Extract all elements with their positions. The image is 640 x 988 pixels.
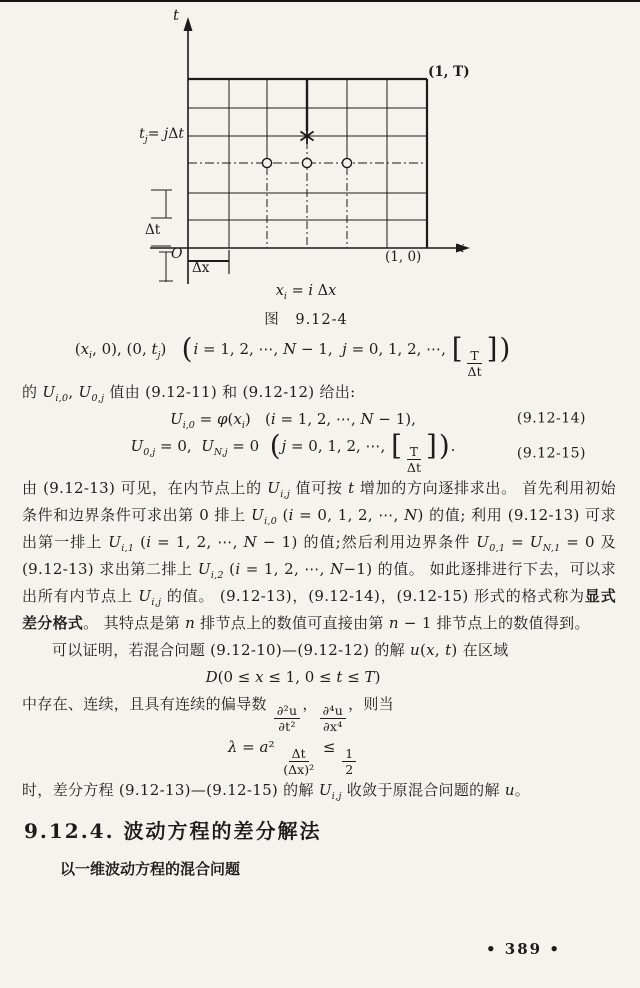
origin-label: O: [171, 246, 183, 262]
paragraph-derivatives: 中存在、连续，且具有连续的偏导数 $\frac{\text{∂²u}}{\text{∂t²}}$ ， $\frac{\text{∂⁴u}}{\text{∂x⁴}}$ ，则当: [22, 695, 394, 735]
equation-9-12-14-body: $U_{i,0} = \varphi(x_i) (i = 1$, 2, ⋯, N − 1),: [170, 409, 416, 431]
delta-t-label: Δt: [145, 222, 161, 238]
delta-x-label: Δx: [192, 260, 210, 276]
x-axis-label: x: [456, 238, 465, 256]
paragraph-explicit-scheme: 由 (9.12-13) 可见，在内节点上的 $U_{i,j}$ 值可按 t 增加的方向逐排求出。 首先利用初始条件和边界条件可求出第 0 排上 $U_{i,0}$ (i = 0, 1, 2, ⋯, N) 的值; 利用 (9.12-13) 可求出第一排上 $U_{i,1}$ (i = 1, 2, ⋯, N − 1) 的值;然后利用边界条件 $U_{0,1} = U_{N,1} = 0$ 及 (9.12-13) 求出第二排上 $U_{i,2}$ (i = 1, 2, ⋯, N−1) 的值。 如此逐排进行下去，可以求出所有内节点上 $U_{i,j}$ 的值。 (9.12-13)，(9.12-14)，(9.12-15) 形式的格式称为显式差分格式。 其特点是第 n 排节点上的数值可直接由第 n − 1 排节点上的数值得到。: [22, 479, 617, 633]
equation-9-12-15-number: (9.12-15): [516, 445, 586, 462]
corner-label-1T: (1, T): [428, 64, 470, 80]
dimension-ticks: [151, 190, 229, 282]
page-number: • 389 •: [486, 940, 561, 958]
t-axis-label: t: [173, 6, 180, 24]
equation-9-12-15-body: $U_{0,j} = 0$, $U_{N,j} = 0$ (j = 0, 1, 2, ⋯, [ $\frac{T}{\Delta t}$ ]).: [130, 429, 456, 476]
paragraph-convergence-result: 时，差分方程 (9.12-13)—(9.12-15) 的解 $U_{i,j}$ 收敛于原混合问题的解 u。: [22, 780, 531, 802]
figure-9-12-4: [0, 0, 640, 336]
section-heading-9-12-4: 9.12.4. 波动方程的差分解法: [24, 818, 322, 843]
equation-9-12-14-number: (9.12-14): [516, 410, 586, 427]
row-label-tj: $t_j= j\Delta t$: [139, 126, 184, 145]
equation-9-12-14: [22, 406, 616, 433]
axes: [150, 26, 464, 284]
paragraph-convergence-intro: 可以证明，若混合问题 (9.12-10)—(9.12-12) 的解 u(x, t) 在区域: [52, 641, 509, 660]
equation-node-coordinates: ($x_i$, 0), (0, $t_j$) (i = 1, 2, ⋯, N − 1, j = 0, 1, 2, ⋯, [ $\frac{T}{\Delta t}$ ]): [74, 332, 511, 379]
t-axis-arrow: [184, 17, 193, 31]
figure-formula-xi: $x_i = i$ Δx: [275, 283, 337, 302]
corner-label-10: (1, 0): [385, 249, 422, 265]
subsection-lead-line: 以一维波动方程的混合问题: [60, 859, 241, 878]
equation-lambda-condition: λ = a² $\frac{\Delta t}{\text{(Δx)²}}$ ≤ $\frac{1}{2}$: [22, 734, 616, 777]
equation-9-12-15: [22, 429, 616, 476]
text-content: [22, 332, 617, 882]
figure-caption: 图 9.12-4: [264, 312, 348, 328]
equation-domain-D: D(0 ≤ x ≤ 1, 0 ≤ t ≤ T): [205, 668, 381, 687]
paragraph-given-values: 的 $U_{i,0}$, $U_{0,j}$ 值由 (9.12-11) 和 (9.12-12) 给出:: [22, 382, 356, 404]
